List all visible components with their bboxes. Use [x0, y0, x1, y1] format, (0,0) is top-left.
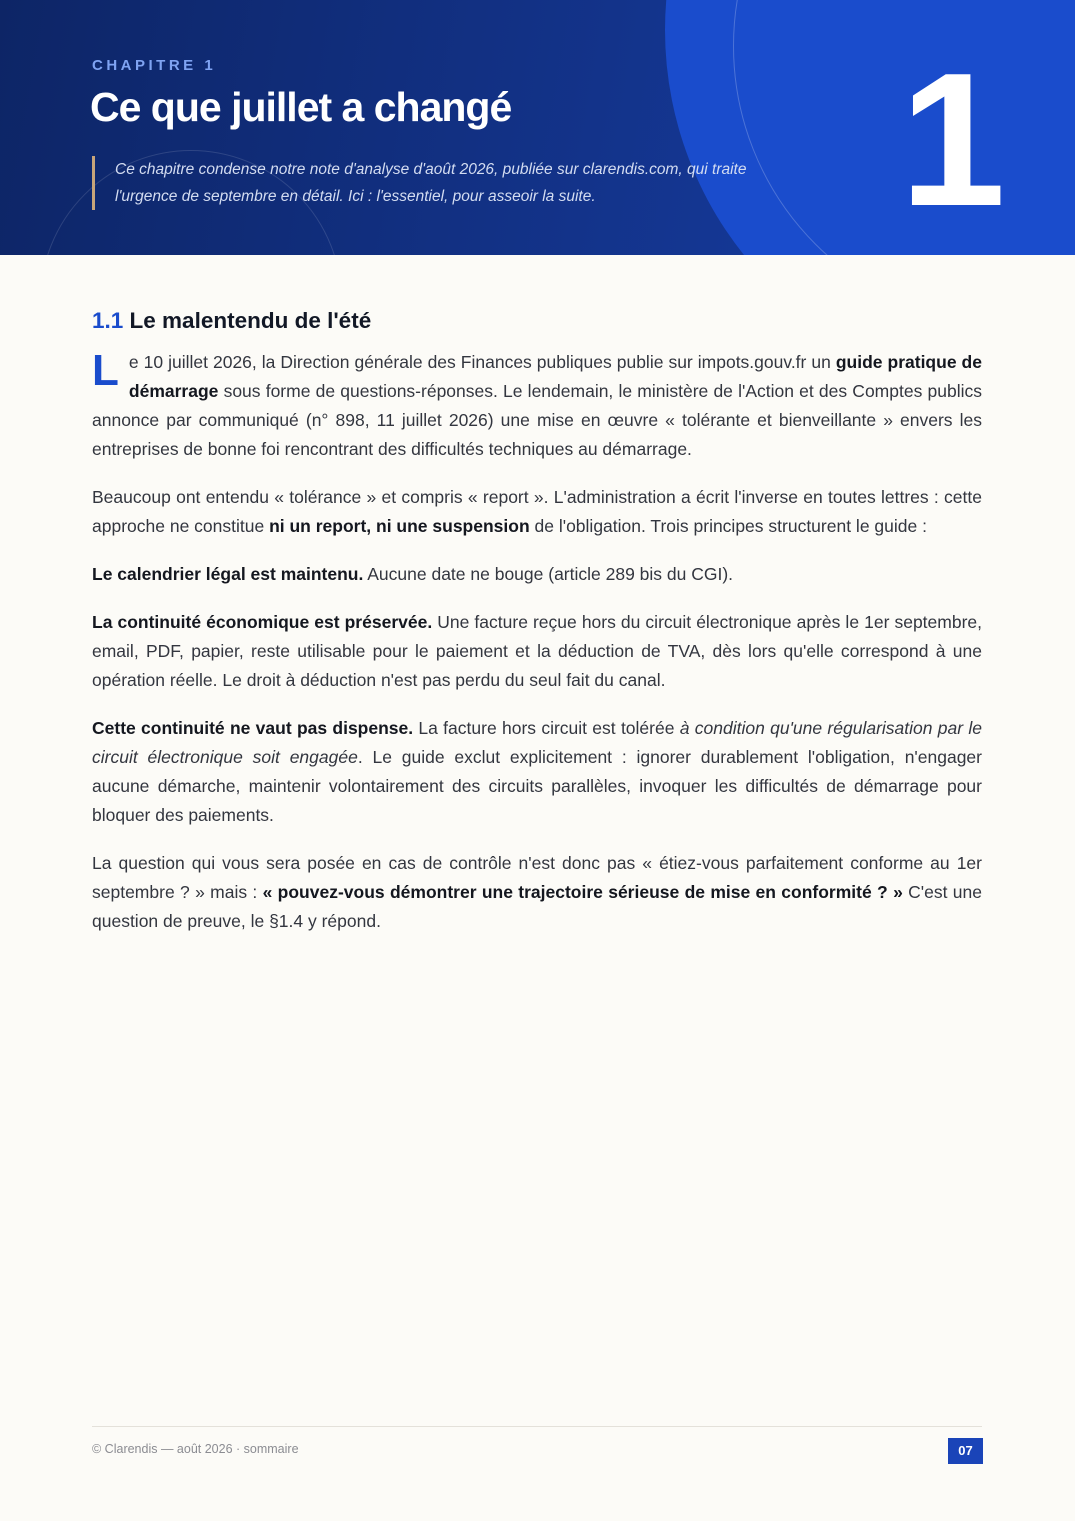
chapter-lead: Ce chapitre condense notre note d'analyse d'août 2026, publiée sur clarendis.com, qui traite l'urgence de septembre en détail. Ici : l'essentiel, pour asseoir la suite. [92, 156, 775, 210]
section-title: Le malentendu de l'été [129, 308, 372, 333]
section-number: 1.1 [92, 308, 124, 333]
main-content [92, 308, 982, 955]
chapter-number: 1 [900, 34, 1006, 246]
text-run: Beaucoup ont entendu « tolérance » et compris « report ». L'administration a écrit l'inverse en toutes lettres : cette approche ne constitue [92, 487, 982, 536]
italic-run: à condition qu'une régularisation par le circuit électronique soit engagée [92, 718, 982, 767]
bold-run: La continuité économique est préservée. [92, 612, 433, 632]
text-run: sous forme de questions-réponses. Le lendemain, le ministère de l'Action et des Comptes publics annonce par communiqué (n° 898, 11 juillet 2026) une mise en œuvre « tolérante et bienveillante » envers les entreprises de bonne foi rencontrant des difficultés techniques au démarrage. [92, 381, 982, 459]
chapter-kicker: CHAPITRE 1 [92, 57, 217, 74]
paragraph-conclusion [92, 849, 982, 936]
text-run: C'est une question de preuve, le §1.4 y répond. [92, 882, 982, 931]
text-run: . Le guide exclut explicitement : ignorer durablement l'obligation, n'engager aucune démarche, maintenir volontairement des circuits parallèles, invoquer les difficultés de démarrage pour bloquer des paiements. [92, 747, 982, 825]
bold-run: ni un report, ni une suspension [269, 516, 530, 536]
text-run: e 10 juillet 2026, la Direction générale des Finances publiques publie sur impots.gouv.fr un [128, 352, 836, 372]
text-run: de l'obligation. Trois principes structurent le guide : [529, 516, 927, 536]
section-heading [92, 308, 982, 334]
page-number-badge: 07 [948, 1438, 983, 1464]
chapter-title: Ce que juillet a changé [90, 84, 512, 130]
bold-run: guide pratique de démarrage [128, 352, 982, 401]
text-run: La facture hors circuit est tolérée [413, 718, 680, 738]
footer-divider [92, 1426, 982, 1427]
chapter-header [0, 0, 1075, 255]
text-run: Aucune date ne bouge (article 289 bis du CGI). [363, 564, 734, 584]
principle-calendar [92, 560, 982, 589]
text-run: La question qui vous sera posée en cas de contrôle n'est donc pas « étiez-vous parfaitement conforme au 1er septembre ? » mais : [92, 853, 982, 902]
bold-run: Cette continuité ne vaut pas dispense. [92, 718, 414, 738]
drop-cap: L [92, 346, 119, 395]
footer-text: © Clarendis — août 2026 · sommaire [92, 1442, 299, 1456]
text-run: Une facture reçue hors du circuit électronique après le 1er septembre, email, PDF, papier, reste utilisable pour le paiement et la déduction de TVA, dès lors qu'elle correspond à une opération réelle. Le droit à déduction n'est pas perdu du seul fait du canal. [92, 612, 983, 690]
bold-run: « pouvez-vous démontrer une trajectoire sérieuse de mise en conformité ? » [262, 882, 903, 902]
paragraph-tolerance [92, 483, 982, 541]
principle-continuity [92, 608, 982, 695]
principle-no-exemption [92, 714, 982, 830]
bold-run: Le calendrier légal est maintenu. [92, 564, 364, 584]
paragraph-intro [92, 348, 982, 464]
